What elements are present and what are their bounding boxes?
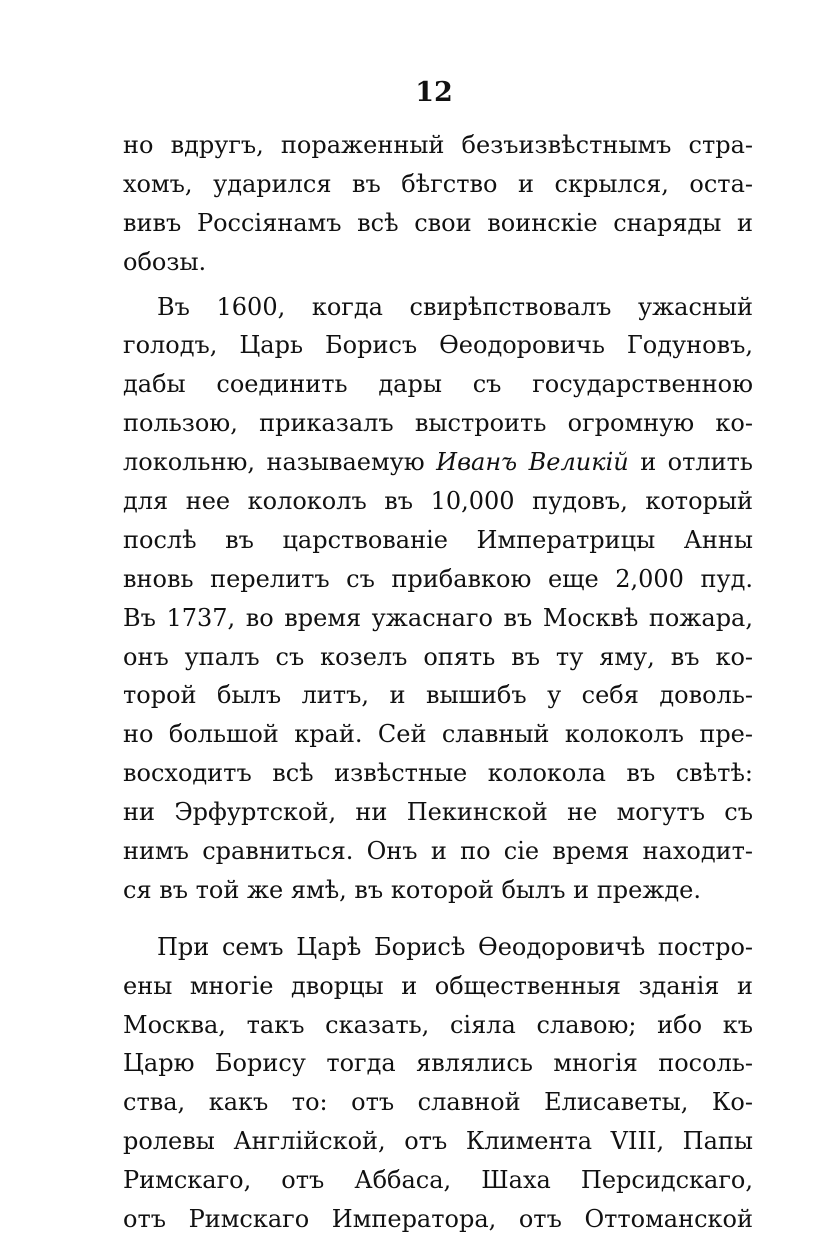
- text-line: пользою, приказалъ выстроить огромную ко-: [123, 409, 753, 438]
- text-line: ролевы Англійской, отъ Климента VIII, Папы: [123, 1127, 753, 1156]
- text-line: голодъ, Царь Борисъ Ѳеодоровичь Годуновъ,: [123, 331, 753, 360]
- text-line: ни Эрфуртской, ни Пекинской не могутъ съ: [123, 798, 753, 827]
- text-line: отъ Римскаго Императора, отъ Оттоманской: [123, 1205, 753, 1234]
- text-line: Римскаго, отъ Аббаса, Шаха Персидскаго,: [123, 1166, 753, 1195]
- text-line: Москва, такъ сказать, сіяла славою; ибо къ: [123, 1010, 753, 1039]
- text-line: вновь перелитъ съ прибавкою еще 2,000 пуд.: [123, 564, 753, 593]
- page-number: 12: [415, 77, 453, 108]
- text-line: нимъ сравниться. Онъ и по сіе время находит-: [123, 837, 753, 866]
- italic-name: Иванъ Великій: [436, 448, 629, 477]
- page-text: [123, 126, 753, 1239]
- line-suffix: и отлить: [628, 448, 753, 477]
- text-line: послѣ въ царствованіе Императрицы Анны: [123, 525, 753, 554]
- text-line: обозы.: [123, 247, 207, 276]
- text-line: но вдругъ, пораженный безъизвѣстнымъ стра-: [123, 131, 753, 159]
- text-line: ены многіе дворцы и общественныя зданія и: [123, 971, 753, 1000]
- text-line: но большой край. Сей славный колоколъ пре-: [123, 720, 753, 749]
- text-line: онъ упалъ съ козелъ опять въ ту яму, въ ко-: [123, 642, 753, 671]
- text-line: Въ 1737, во время ужаснаго въ Москвѣ пожара,: [123, 603, 753, 632]
- text-line: восходитъ всѣ извѣстные колокола въ свѣтѣ:: [123, 759, 753, 788]
- text-line-with-italic: [123, 443, 753, 482]
- text-line: дабы соединить дары съ государственною: [123, 370, 753, 399]
- text-line: ства, какъ то: отъ славной Елисаветы, Ко-: [123, 1088, 753, 1117]
- line-prefix: локольню, называемую: [123, 448, 437, 477]
- text-line: хомъ, ударился въ бѣгство и скрылся, оста-: [123, 169, 753, 198]
- text-line: для нее колоколъ въ 10,000 пудовъ, который: [123, 487, 753, 516]
- text-line: Въ 1600, когда свирѣпствовалъ ужасный: [157, 292, 753, 321]
- text-line: торой былъ литъ, и вышибъ у себя доволь-: [123, 681, 753, 710]
- text-line: вивъ Россіянамъ всѣ свои воинскіе снаряды и: [123, 208, 753, 237]
- text-line: Царю Борису тогда являлись многія посоль-: [123, 1049, 753, 1078]
- text-line: ся въ той же ямѣ, въ которой былъ и прежде.: [123, 875, 702, 904]
- text-line: При семъ Царѣ Борисѣ Ѳеодоровичѣ постро-: [157, 932, 753, 961]
